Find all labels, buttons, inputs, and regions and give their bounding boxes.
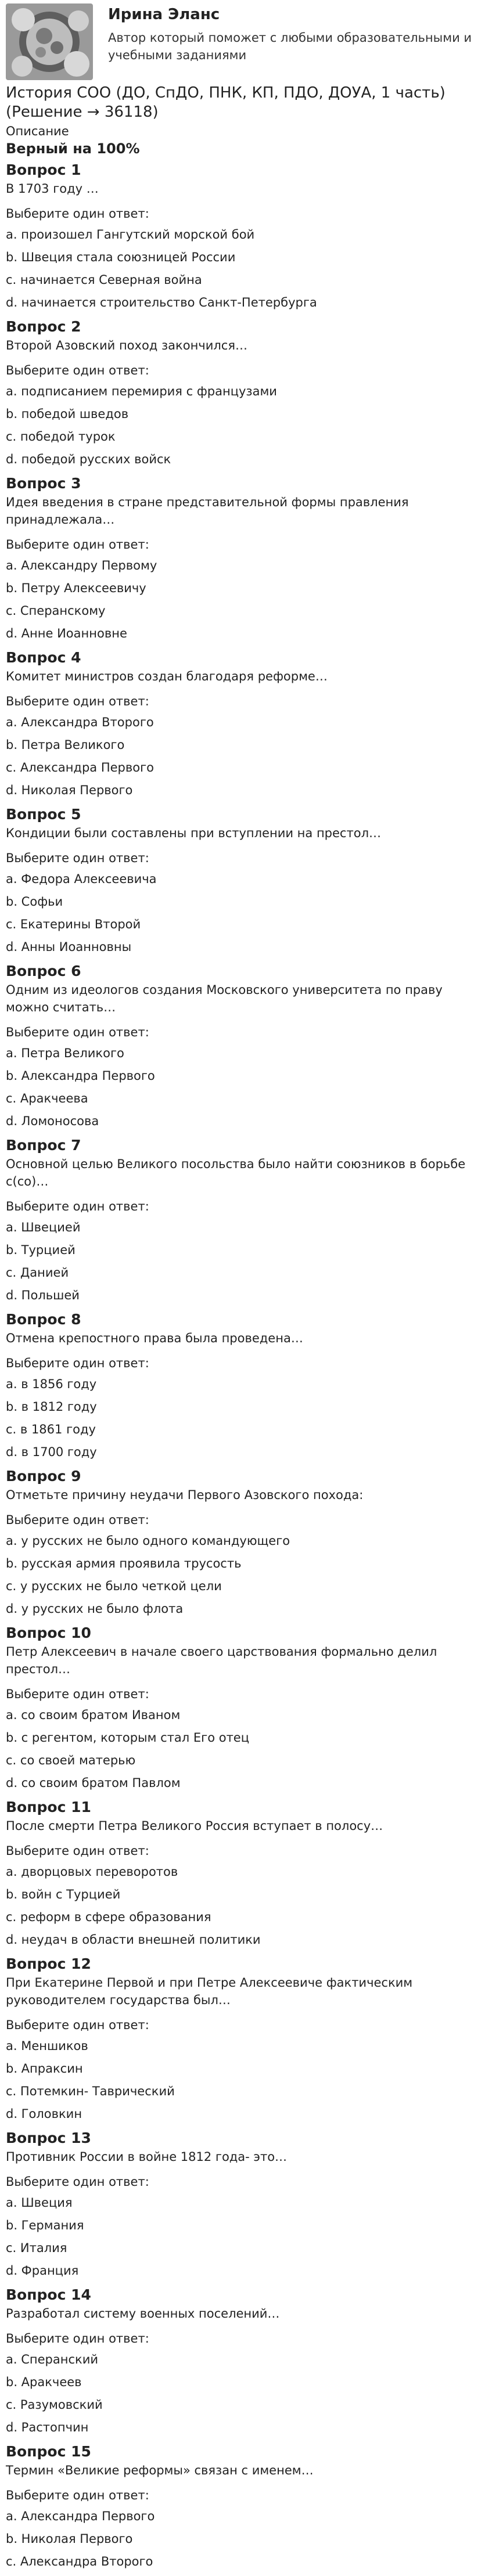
question-title: Вопрос 6 — [6, 963, 81, 979]
question-block — [0, 805, 492, 955]
answer-option: d. Анны Иоанновны — [6, 940, 132, 954]
question-block — [0, 2285, 492, 2436]
answer-option: a. Александра Первого — [6, 2509, 155, 2523]
answer-option: c. со своей матерью — [6, 1753, 136, 1767]
answer-option: d. Ломоносова — [6, 1114, 99, 1128]
question-text: Идея введения в стране представительной формы правления принадлежала… — [6, 495, 409, 527]
answer-option: b. Германия — [6, 2218, 84, 2232]
answer-prompt: Выберите один ответ: — [6, 538, 149, 552]
question-title: Вопрос 12 — [6, 1955, 91, 1972]
answer-prompt: Выберите один ответ: — [6, 1687, 149, 1701]
answer-option: d. в 1700 году — [6, 1445, 97, 1459]
question-block — [0, 1797, 492, 1948]
question-text: Противник России в войне 1812 года- это… — [6, 2150, 288, 2164]
answer-option: d. Николая Первого — [6, 783, 133, 797]
question-block — [0, 160, 492, 311]
answer-option: b. в 1812 году — [6, 1400, 97, 1414]
answer-option: c. Александра Второго — [6, 2555, 153, 2568]
question-block — [0, 2128, 492, 2279]
answer-option: b. русская армия проявила трусость — [6, 1557, 242, 1570]
questions-list — [0, 160, 492, 2570]
question-block — [0, 1136, 492, 1303]
author-description: Автор который поможет с любыми образовательными и учебными заданиями — [108, 31, 472, 62]
answer-option: b. Петра Великого — [6, 738, 125, 752]
question-text: Второй Азовский поход закончился… — [6, 338, 247, 352]
answer-option: b. Софьи — [6, 895, 63, 909]
question-block — [0, 474, 492, 642]
question-title: Вопрос 7 — [6, 1137, 81, 1154]
author-name[interactable]: Ирина Эланс — [108, 6, 220, 23]
answer-option: b. Турцией — [6, 1243, 76, 1257]
question-title: Вопрос 15 — [6, 2443, 91, 2460]
answer-option: d. победой русских войск — [6, 452, 171, 466]
question-text: Основной целью Великого посольства было найти союзников в борьбе с(со)… — [6, 1157, 466, 1188]
question-title: Вопрос 8 — [6, 1311, 81, 1328]
answer-option: b. Апраксин — [6, 2062, 83, 2076]
answer-option: c. Аракчеева — [6, 1091, 88, 1105]
question-text: Одним из идеологов создания Московского университета по праву можно считать… — [6, 983, 443, 1014]
description-label: Описание — [6, 124, 69, 138]
answer-option: a. со своим братом Иваном — [6, 1708, 181, 1722]
answer-option: c. начинается Северная война — [6, 273, 202, 287]
question-block — [0, 1467, 492, 1617]
answer-option: b. Аракчеев — [6, 2375, 82, 2389]
answer-option: c. Александра Первого — [6, 761, 154, 774]
question-title: Вопрос 4 — [6, 649, 81, 666]
answer-prompt: Выберите один ответ: — [6, 1025, 149, 1039]
question-text: Разработал систему военных поселений… — [6, 2307, 280, 2321]
answer-option: d. начинается строительство Санкт-Петербурга — [6, 296, 317, 309]
answer-option: a. в 1856 году — [6, 1377, 97, 1391]
answer-prompt: Выберите один ответ: — [6, 2175, 149, 2189]
answer-option: c. Потемкин- Таврический — [6, 2084, 175, 2098]
answer-option: d. неудач в области внешней политики — [6, 1933, 261, 1947]
answer-option: a. у русских не было одного командующего — [6, 1534, 290, 1548]
question-title: Вопрос 2 — [6, 318, 81, 335]
answer-prompt: Выберите один ответ: — [6, 207, 149, 221]
answer-option: a. Александра Второго — [6, 715, 154, 729]
question-text: Комитет министров создан благодаря реформе… — [6, 669, 328, 683]
answer-option: c. Екатерины Второй — [6, 917, 141, 931]
answer-option: d. Анне Иоанновне — [6, 626, 127, 640]
answer-option: b. Александра Первого — [6, 1069, 155, 1083]
question-text: При Екатерине Первой и при Петре Алексеевиче фактическим руководителем государства был… — [6, 1976, 413, 2007]
answer-option: d. Франция — [6, 2264, 79, 2278]
answer-option: b. Петру Алексеевичу — [6, 581, 146, 595]
answer-option: a. Александру Первому — [6, 559, 157, 572]
answer-option: d. Головкин — [6, 2107, 82, 2121]
answer-option: c. Данией — [6, 1266, 69, 1280]
answer-option: c. в 1861 году — [6, 1422, 96, 1436]
answer-option: c. у русских не было четкой цели — [6, 1579, 222, 1593]
question-text: Кондиции были составлены при вступлении на престол… — [6, 826, 381, 840]
answer-prompt: Выберите один ответ: — [6, 1844, 149, 1858]
answer-option: a. Швецией — [6, 1220, 81, 1234]
question-block — [0, 317, 492, 467]
answer-option: c. Разумовский — [6, 2398, 103, 2412]
answer-option: c. победой турок — [6, 430, 116, 444]
answer-option: d. у русских не было флота — [6, 1602, 184, 1616]
avatar-image — [6, 3, 93, 80]
answer-prompt: Выберите один ответ: — [6, 1356, 149, 1370]
answer-prompt: Выберите один ответ: — [6, 2332, 149, 2346]
answer-option: b. победой шведов — [6, 407, 129, 421]
answer-prompt: Выберите один ответ: — [6, 851, 149, 865]
question-title: Вопрос 11 — [6, 1799, 91, 1815]
answer-option: a. дворцовых переворотов — [6, 1865, 178, 1879]
question-block — [0, 648, 492, 798]
author-header — [0, 0, 492, 81]
document-title: История СОО (ДО, СпДО, ПНК, КП, ПДО, ДОУА, 1 часть) (Решение → 36118) — [6, 84, 446, 121]
answer-option: a. Федора Алексеевича — [6, 872, 157, 886]
question-title: Вопрос 1 — [6, 161, 81, 178]
question-title: Вопрос 14 — [6, 2286, 91, 2303]
answer-option: a. Швеция — [6, 2196, 73, 2210]
question-title: Вопрос 10 — [6, 1624, 91, 1641]
answer-option: c. Сперанскому — [6, 604, 106, 618]
answer-option: a. Петра Великого — [6, 1046, 124, 1060]
question-block — [0, 1310, 492, 1460]
question-title: Вопрос 5 — [6, 806, 81, 823]
answer-option: d. Растопчин — [6, 2420, 89, 2434]
question-title: Вопрос 9 — [6, 1468, 81, 1485]
answer-option: d. Польшей — [6, 1288, 80, 1302]
question-text: Петр Алексеевич в начале своего царствования формально делил престол… — [6, 1645, 437, 1676]
answer-prompt: Выберите один ответ: — [6, 1199, 149, 1213]
answer-option: a. подписанием перемирия с французами — [6, 384, 277, 398]
question-block — [0, 2442, 492, 2570]
answer-option: a. Сперанский — [6, 2352, 98, 2366]
answer-option: d. со своим братом Павлом — [6, 1776, 181, 1790]
question-block — [0, 961, 492, 1129]
author-avatar[interactable] — [6, 3, 93, 80]
answer-option: b. с регентом, которым стал Его отец — [6, 1731, 250, 1745]
answer-option: c. Италия — [6, 2241, 67, 2255]
question-text: Отметьте причину неудачи Первого Азовского похода: — [6, 1488, 364, 1502]
question-text: Термин «Великие реформы» связан с именем… — [6, 2463, 314, 2477]
answer-option: b. Николая Первого — [6, 2532, 133, 2546]
question-block — [0, 1954, 492, 2122]
answer-option: a. Меншиков — [6, 2039, 88, 2053]
answer-prompt: Выберите один ответ: — [6, 363, 149, 377]
answer-prompt: Выберите один ответ: — [6, 694, 149, 708]
answer-prompt: Выберите один ответ: — [6, 2018, 149, 2032]
answer-option: b. войн с Турцией — [6, 1887, 121, 1901]
question-title: Вопрос 3 — [6, 475, 81, 492]
answer-prompt: Выберите один ответ: — [6, 2488, 149, 2502]
verified-note: Верный на 100% — [6, 140, 140, 157]
answer-option: a. произошел Гангутский морской бой — [6, 228, 255, 242]
question-text: После смерти Петра Великого Россия вступает в полосу… — [6, 1819, 383, 1833]
answer-option: c. реформ в сфере образования — [6, 1910, 211, 1924]
question-text: В 1703 году … — [6, 182, 99, 196]
question-title: Вопрос 13 — [6, 2130, 91, 2146]
answer-option: b. Швеция стала союзницей России — [6, 250, 236, 264]
question-text: Отмена крепостного права была проведена… — [6, 1331, 303, 1345]
question-block — [0, 1623, 492, 1791]
answer-prompt: Выберите один ответ: — [6, 1513, 149, 1527]
